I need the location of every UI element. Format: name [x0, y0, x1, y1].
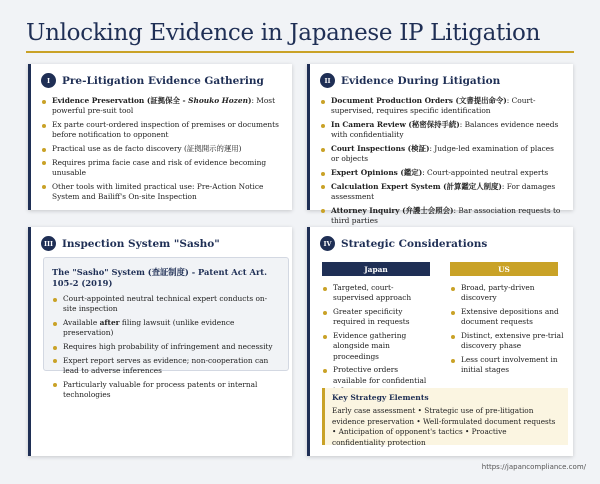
item-term: Expert Opinions (鑑定) [331, 168, 423, 177]
pre-litigation-list [41, 96, 283, 202]
section-title: Evidence During Litigation [341, 74, 501, 87]
card-header [320, 236, 564, 251]
list-item [41, 158, 283, 179]
list-item [52, 318, 280, 339]
list-item: Greater specificity required in requests [322, 307, 434, 328]
list-item: Less court involvement in initial stages [450, 355, 564, 376]
item-term: Court Inspections (検証) [331, 144, 430, 153]
title-divider [26, 51, 574, 53]
item-term: In Camera Review (秘密保持手続) [331, 120, 460, 129]
item-term: Calculation Expert System (計算鑑定人制度) [331, 181, 502, 191]
list-item: Evidence gathering alongside main proceedings [322, 331, 434, 362]
item-text: : Most powerful pre-suit tool [52, 96, 276, 116]
card-strategy [307, 227, 573, 456]
list-item [41, 144, 283, 154]
key-strategy-text: Early case assessment • Strategic use of pre-litigation evidence preservation • Well-formulated document requests • Anticipation of opponent's tactics • Proactive confidentiality protection [332, 406, 556, 447]
list-item [41, 182, 283, 203]
item-text: Requires high probability of infringement and necessity [63, 342, 273, 351]
japan-list [322, 283, 434, 400]
list-item [320, 144, 564, 165]
list-item: Extensive depositions and document requests [450, 307, 564, 328]
list-item [320, 120, 564, 141]
section-number-badge: II [320, 73, 335, 88]
during-litigation-list [320, 96, 564, 226]
card-during-litigation [307, 64, 573, 225]
item-text: Particularly valuable for process patents or internal technologies [63, 379, 258, 399]
card-sasho [28, 227, 292, 456]
list-item [320, 96, 564, 117]
footer-url[interactable]: https://japancompliance.com/ [481, 463, 586, 471]
item-emphasis: after [99, 318, 120, 327]
item-text: : Balances evidence needs with confidentiality [331, 120, 559, 140]
card-header [320, 73, 564, 88]
item-term: Evidence Preservation (証拠保全 - [52, 96, 189, 105]
list-item: Distinct, extensive pre-trial discovery phase [450, 331, 564, 352]
item-text: : For damages assessment [331, 181, 556, 201]
item-text: : Bar association requests to third parties [331, 205, 561, 225]
card-pre-litigation [28, 64, 292, 210]
item-term: Document Production Orders (文書提出命令) [331, 96, 507, 105]
item-text: Court-appointed neutral technical expert conducts on-site inspection [63, 294, 268, 314]
list-item [320, 206, 564, 227]
list-item [320, 182, 564, 203]
list-item [41, 96, 283, 117]
section-number-badge: III [41, 236, 56, 251]
list-item [52, 342, 280, 352]
item-text: Requires prima facie case and risk of evidence becoming unusable [52, 157, 267, 177]
item-text: Expert report serves as evidence; non-cooperation can lead to adverse inferences [63, 355, 269, 375]
item-text: : Judge-led examination of places or objects [331, 144, 554, 164]
card-header [41, 73, 283, 88]
key-strategy-box [322, 388, 568, 445]
item-text: Other tools with limited practical use: Pre-Action Notice System and Bailiff's On-site Inspection [52, 181, 264, 201]
list-item: Broad, party-driven discovery [450, 283, 564, 304]
list-item: Protective orders available for confidential [322, 365, 434, 396]
item-text-pre: Available [63, 318, 100, 327]
sasho-info-box [43, 257, 289, 399]
list-item [41, 120, 283, 141]
us-column-header: US [450, 262, 558, 276]
item-text: Ex parte court-ordered inspection of premises or documents before notification to opponent [52, 120, 279, 140]
section-number-badge: IV [320, 236, 335, 251]
item-term: Attorney Inquiry (弁護士会照会) [331, 205, 454, 215]
us-list [450, 283, 564, 379]
list-item [52, 294, 280, 315]
sasho-box-title: The "Sasho" System (査証制度) - Patent Act Art. 105-2 (2019) [52, 267, 268, 288]
section-title: Inspection System "Sasho" [62, 237, 220, 250]
list-item [320, 168, 564, 178]
key-strategy-title: Key Strategy Elements [332, 393, 429, 402]
japan-column-header: Japan [322, 262, 430, 276]
item-term-italic: Shouko Hozen [188, 96, 248, 105]
section-number-badge: I [41, 73, 56, 88]
item-term-end: ) [247, 96, 252, 105]
card-header [41, 236, 283, 251]
section-title: Pre-Litigation Evidence Gathering [62, 74, 264, 87]
item-text: filing lawsuit (unlike evidence preservation) [63, 318, 235, 338]
sasho-list [52, 294, 280, 400]
item-text: Practical use as de facto discovery (証拠開示的運用) [52, 144, 242, 153]
list-item [52, 380, 280, 401]
item-text: : Court-supervised, requires specific identification [331, 96, 536, 116]
page-title: Unlocking Evidence in Japanese IP Litigation [26, 20, 541, 46]
list-item [52, 356, 280, 377]
item-text: : Court-appointed neutral experts [422, 168, 549, 177]
list-item: Targeted, court-supervised approach [322, 283, 434, 304]
section-title: Strategic Considerations [341, 237, 488, 250]
